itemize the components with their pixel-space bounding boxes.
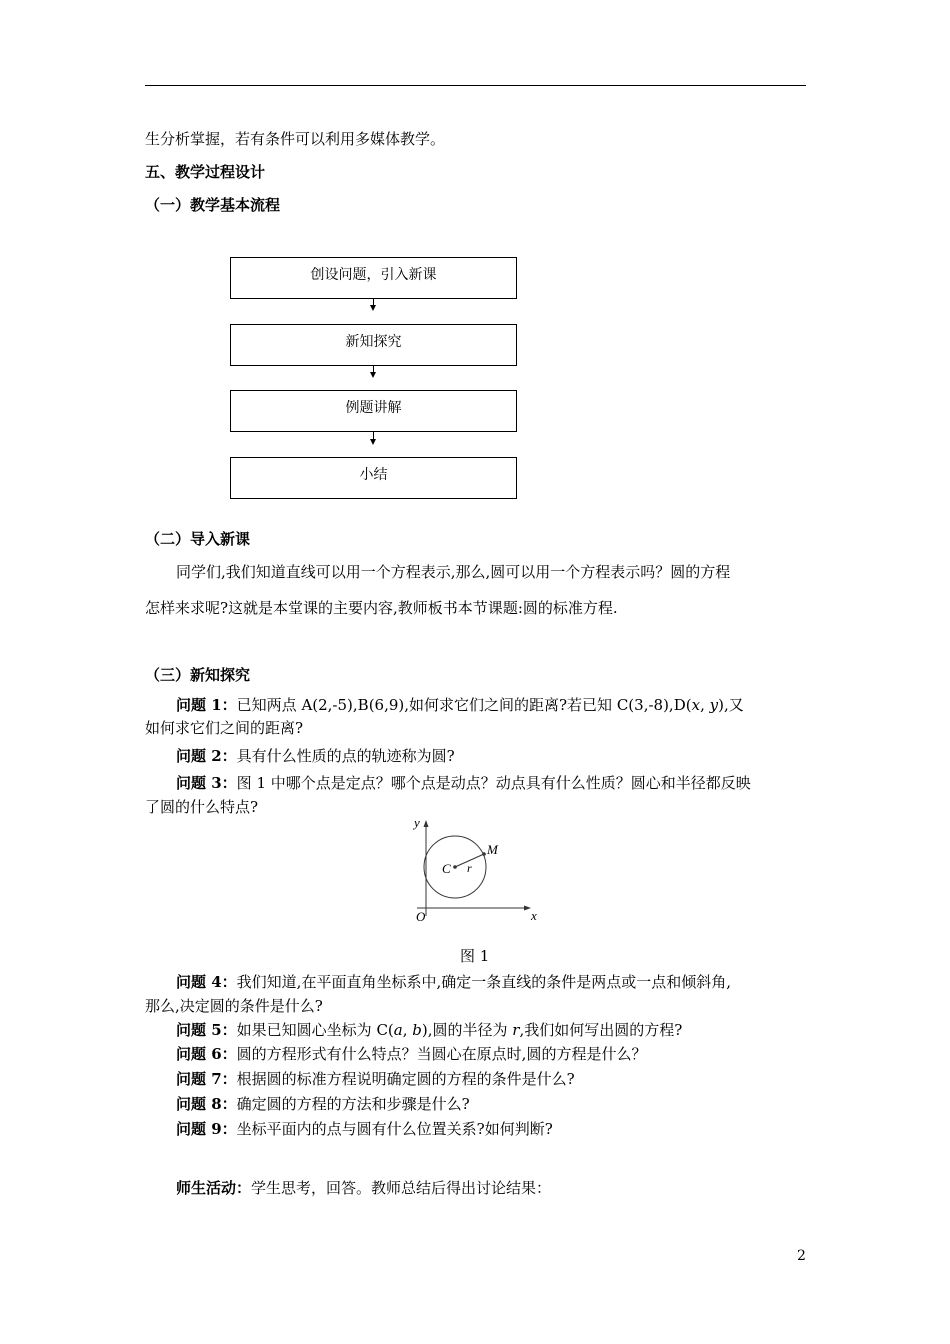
flow-step-3: 例题讲解 bbox=[230, 390, 517, 432]
intro-line-2: 怎样来求呢?这就是本堂课的主要内容,教师板书本节课题:圆的标准方程. bbox=[145, 599, 618, 617]
header-rule bbox=[145, 85, 806, 86]
question-5 bbox=[176, 1019, 682, 1041]
flow-step-2: 新知探究 bbox=[230, 324, 517, 366]
question-9 bbox=[176, 1118, 553, 1140]
moving-point bbox=[482, 852, 486, 856]
question-3-line-2: 了圆的什么特点? bbox=[145, 798, 259, 816]
flow-step-4: 小结 bbox=[230, 457, 517, 499]
var-x: x bbox=[691, 696, 701, 714]
question-6-label: 问题 6： bbox=[176, 1045, 237, 1063]
question-7-text: 根据圆的标准方程说明确定圆的方程的条件是什么? bbox=[236, 1070, 575, 1088]
question-3-line-1: 图 1 中哪个点是定点？哪个点是动点？动点具有什么性质？圆心和半径都反映 bbox=[236, 774, 751, 792]
flow-arrow-1-icon bbox=[370, 305, 376, 311]
activity bbox=[176, 1177, 551, 1199]
y-axis-arrow-icon bbox=[424, 820, 429, 827]
var-r: r bbox=[512, 1021, 520, 1039]
var-a: a bbox=[393, 1021, 403, 1039]
question-5-comma: , bbox=[402, 1021, 413, 1039]
question-1-label: 问题 1： bbox=[176, 696, 237, 714]
y-axis-label: y bbox=[414, 815, 420, 830]
flow-arrow-2-icon bbox=[370, 372, 376, 378]
question-8-label: 问题 8： bbox=[176, 1095, 237, 1113]
question-4-line-2: 那么,决定圆的条件是什么? bbox=[145, 997, 323, 1015]
question-5-text-b: ),圆的半径为 bbox=[421, 1021, 513, 1039]
top-text: 生分析掌握，若有条件可以利用多媒体教学。 bbox=[145, 130, 446, 148]
sub1-title: （一）教学基本流程 bbox=[145, 196, 281, 214]
question-5-text-a: 如果已知圆心坐标为 C( bbox=[236, 1021, 394, 1039]
question-1 bbox=[176, 694, 744, 716]
radius-label: r bbox=[467, 861, 472, 875]
x-axis-label: x bbox=[531, 908, 537, 923]
activity-label: 师生活动： bbox=[176, 1179, 252, 1197]
question-4-line-1: 我们知道,在平面直角坐标系中,确定一条直线的条件是两点或一点和倾斜角, bbox=[236, 973, 731, 991]
var-b: b bbox=[412, 1021, 422, 1039]
question-7-label: 问题 7： bbox=[176, 1070, 237, 1088]
intro-line-1: 同学们,我们知道直线可以用一个方程表示,那么,圆可以用一个方程表示吗？圆的方程 bbox=[176, 563, 731, 581]
question-6-text: 圆的方程形式有什么特点？当圆心在原点时,圆的方程是什么？ bbox=[236, 1045, 647, 1063]
section5-title: 五、教学过程设计 bbox=[145, 163, 266, 181]
question-2-text: 具有什么性质的点的轨迹称为圆? bbox=[236, 747, 455, 765]
figure-1-caption: 图 1 bbox=[460, 947, 490, 965]
var-y: y bbox=[709, 696, 719, 714]
question-3 bbox=[176, 772, 751, 794]
question-8-text: 确定圆的方程的方法和步骤是什么? bbox=[236, 1095, 470, 1113]
question-5-text-c: ,我们如何写出圆的方程? bbox=[519, 1021, 683, 1039]
sub2-title: （二）导入新课 bbox=[145, 530, 251, 548]
question-2-label: 问题 2： bbox=[176, 747, 237, 765]
question-1-text-b: ),又 bbox=[718, 696, 744, 714]
page-number: 2 bbox=[797, 1248, 806, 1264]
center-point bbox=[453, 865, 457, 869]
x-axis-arrow-icon bbox=[524, 906, 531, 911]
sub3-title: （三）新知探究 bbox=[145, 666, 251, 684]
question-1-comma: , bbox=[700, 696, 710, 714]
figure-1-circle-diagram bbox=[405, 812, 545, 927]
question-4 bbox=[176, 971, 731, 993]
origin-label: O bbox=[416, 909, 426, 924]
question-2 bbox=[176, 745, 455, 767]
question-6 bbox=[176, 1043, 646, 1065]
question-8 bbox=[176, 1093, 470, 1115]
activity-text: 学生思考，回答。教师总结后得出讨论结果： bbox=[251, 1179, 552, 1197]
point-m-label: M bbox=[487, 842, 498, 857]
question-7 bbox=[176, 1068, 575, 1090]
question-1-line-2: 如何求它们之间的距离? bbox=[145, 719, 304, 737]
question-3-label: 问题 3： bbox=[176, 774, 237, 792]
flow-step-1: 创设问题，引入新课 bbox=[230, 257, 517, 299]
center-label: C bbox=[442, 861, 451, 876]
question-1-text-a: 已知两点 A(2,-5),B(6,9),如何求它们之间的距离?若已知 C(3,-8),D( bbox=[236, 696, 692, 714]
question-5-label: 问题 5： bbox=[176, 1021, 237, 1039]
flow-arrow-3-icon bbox=[370, 439, 376, 445]
question-9-label: 问题 9： bbox=[176, 1120, 237, 1138]
question-4-label: 问题 4： bbox=[176, 973, 237, 991]
question-9-text: 坐标平面内的点与圆有什么位置关系?如何判断? bbox=[236, 1120, 553, 1138]
